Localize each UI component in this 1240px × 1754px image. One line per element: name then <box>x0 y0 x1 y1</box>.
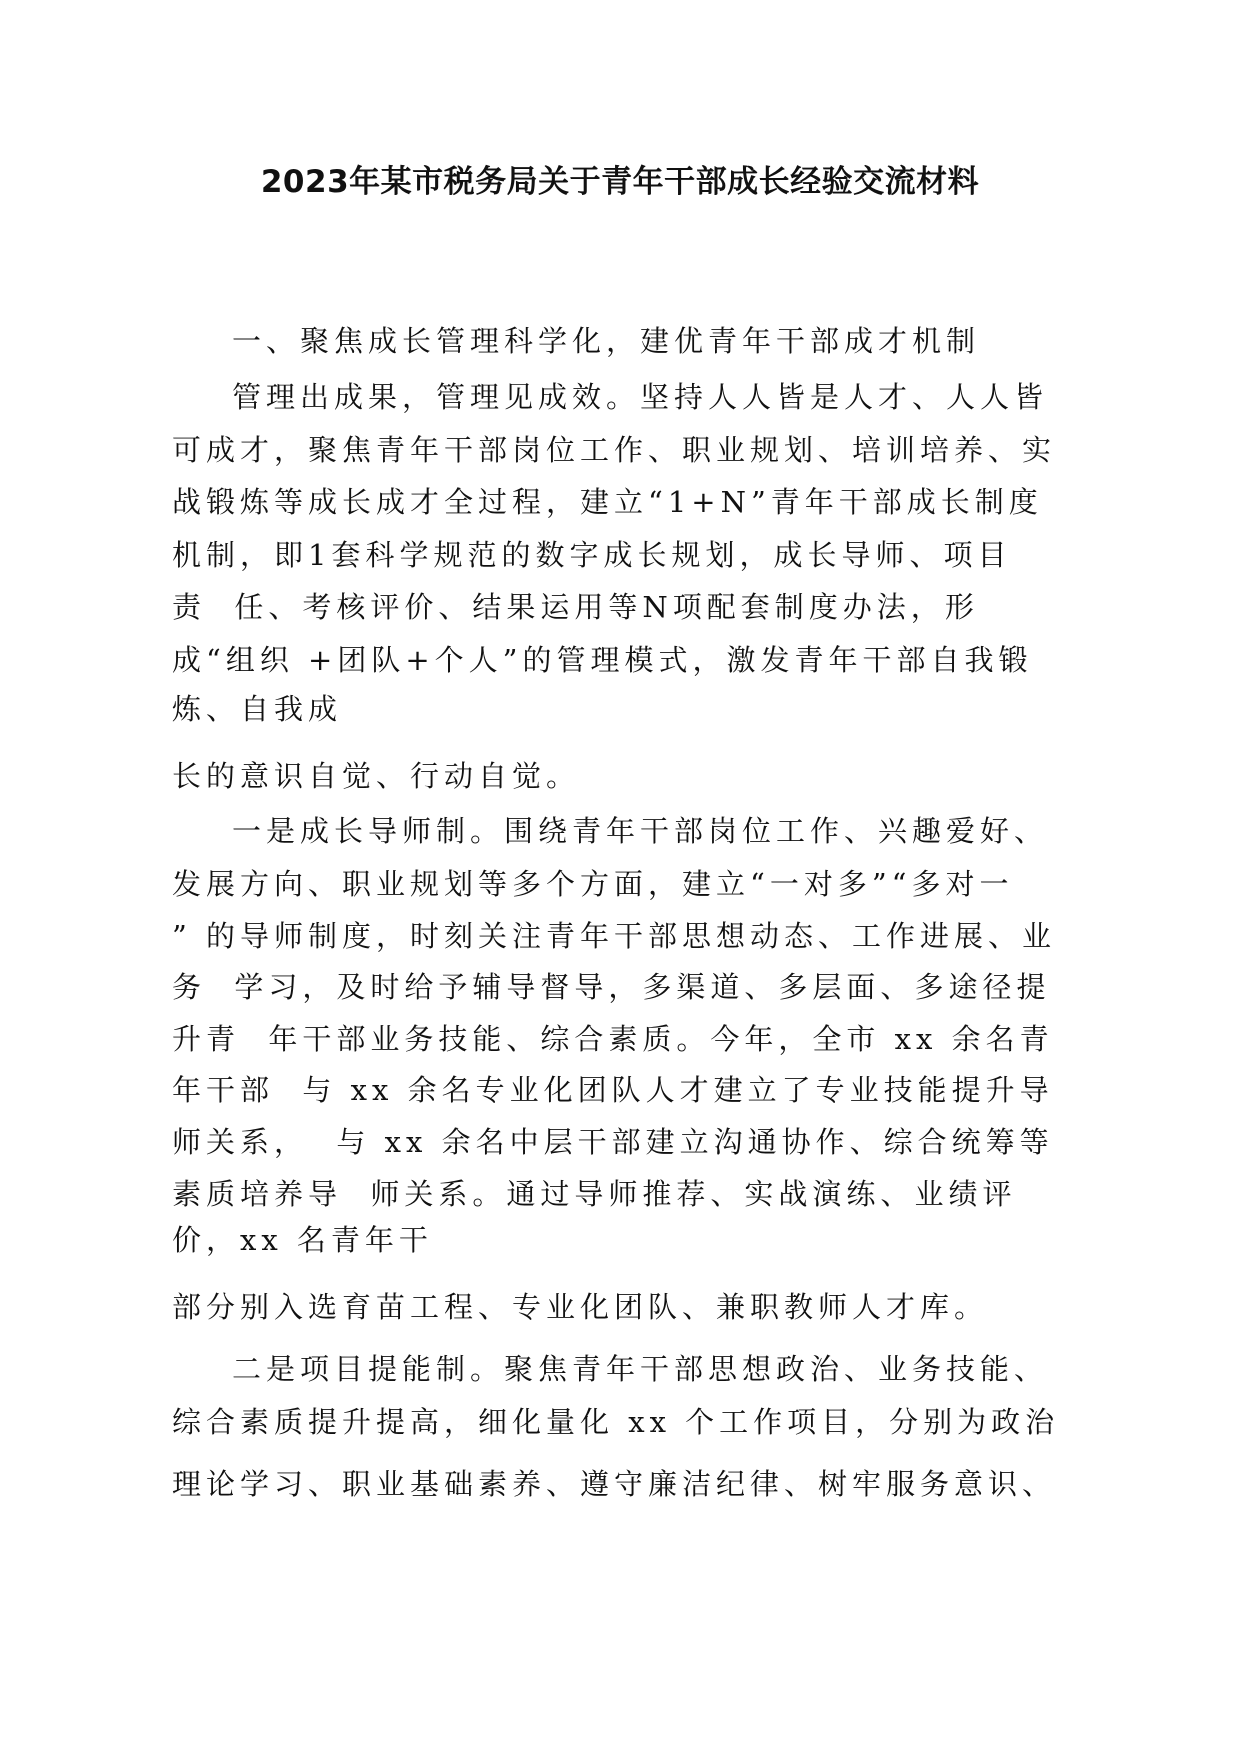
paragraph-line: 战锻炼等成长成才全过程，建立“1+N”青年干部成长制度 <box>172 485 1043 519</box>
paragraph-line: 务 学习，及时给予辅导督导，多渠道、多层面、多途径提 <box>172 970 1051 1004</box>
document-title: 2023年某市税务局关于青年干部成长经验交流材料 <box>260 164 980 200</box>
paragraph-line: 部分别入选育苗工程、专业化团队、兼职教师人才库。 <box>172 1290 989 1324</box>
paragraph-line: 年干部 与 xx 余名专业化团队人才建立了专业技能提升导 <box>172 1073 1054 1107</box>
section-heading: 一、聚焦成长管理科学化，建优青年干部成才机制 <box>232 324 981 358</box>
paragraph-line: 价，xx 名青年干 <box>172 1223 433 1257</box>
paragraph-line: 管理出成果，管理见成效。坚持人人皆是人才、人人皆 <box>232 380 1049 414</box>
paragraph-line: 机制，即1套科学规范的数字成长规划，成长导师、项目 <box>172 538 1012 572</box>
paragraph-line: 长的意识自觉、行动自觉。 <box>172 759 581 793</box>
paragraph-line: 责 任、考核评价、结果运用等N项配套制度办法，形 <box>172 590 979 624</box>
paragraph-line: 可成才，聚焦青年干部岗位工作、职业规划、培训培养、实 <box>172 433 1057 467</box>
paragraph-line: 发展方向、职业规划等多个方面，建立“一对多”“多对一 <box>172 867 1014 901</box>
paragraph-line: 成“组织 +团队+个人”的管理模式，激发青年干部自我锻 <box>172 643 1033 677</box>
paragraph-line: 综合素质提升提高，细化量化 xx 个工作项目，分别为政治 <box>172 1405 1060 1439</box>
paragraph-line: 素质培养导 师关系。通过导师推荐、实战演练、业绩评 <box>172 1177 1017 1211</box>
paragraph-line: ” 的导师制度，时刻关注青年干部思想动态、工作进展、业 <box>172 919 1057 953</box>
paragraph-line: 升青 年干部业务技能、综合素质。今年，全市 xx 余名青 <box>172 1022 1054 1056</box>
paragraph-line: 师关系， 与 xx 余名中层干部建立沟通协作、综合统筹等 <box>172 1125 1054 1159</box>
paragraph-line: 炼、自我成 <box>172 692 343 726</box>
paragraph-line: 一是成长导师制。围绕青年干部岗位工作、兴趣爱好、 <box>232 814 1049 848</box>
paragraph-line: 理论学习、职业基础素养、遵守廉洁纪律、树牢服务意识、 <box>172 1467 1057 1501</box>
paragraph-line: 二是项目提能制。聚焦青年干部思想政治、业务技能、 <box>232 1352 1049 1386</box>
